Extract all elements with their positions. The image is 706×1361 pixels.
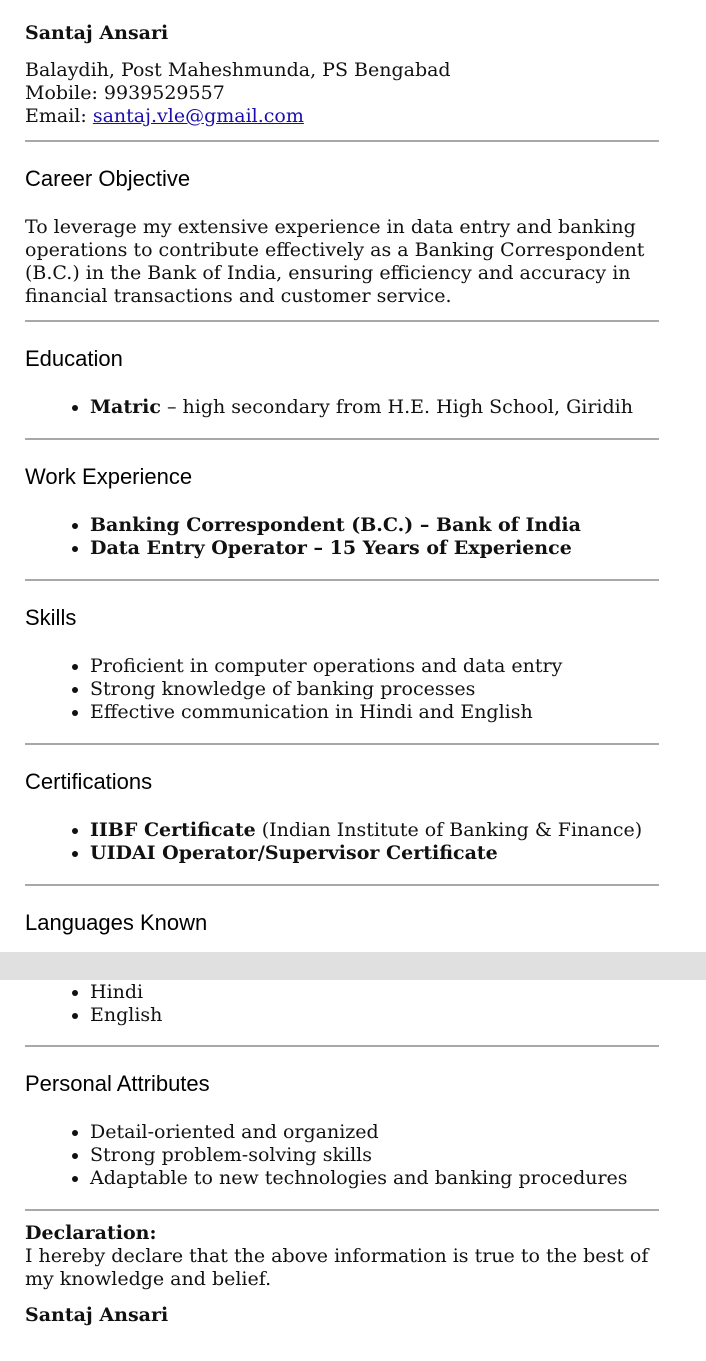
candidate-name: Santaj Ansari: [25, 22, 169, 44]
email-link[interactable]: santaj.vle@gmail.com: [92, 105, 304, 127]
divider: [25, 140, 659, 142]
list-item: [90, 819, 642, 842]
work-experience-list: [25, 514, 581, 560]
declaration-block: [25, 1222, 659, 1291]
list-item: • Hindi: [90, 981, 162, 1004]
career-objective-text: To leverage my extensive experience in data entry and banking operations to contribute effectively as a Banking Correspondent (B.C.) in the Bank of India, ensuring efficiency and accuracy in financial transactions and customer service.: [25, 216, 645, 307]
list-item: • Adaptable to new technologies and banking procedures: [90, 1167, 628, 1190]
languages-heading: Languages Known: [25, 910, 208, 935]
list-item: • Effective communication in Hindi and English: [90, 701, 562, 724]
list-item: • Banking Correspondent (B.C.) – Bank of India: [90, 514, 581, 537]
page-break-band: [0, 952, 706, 980]
mobile-label: Mobile:: [25, 82, 98, 104]
list-item: • English: [90, 1004, 162, 1027]
education-degree: Matric: [90, 396, 161, 418]
list-item: • Strong problem-solving skills: [90, 1144, 628, 1167]
mobile-number: 9939529557: [103, 82, 225, 104]
list-item: [90, 396, 633, 419]
divider: [25, 1209, 659, 1211]
declaration-label: Declaration:: [25, 1222, 157, 1244]
certifications-heading: Certifications: [25, 769, 153, 794]
list-item: • Detail-oriented and organized: [90, 1121, 628, 1144]
certificate-name: IIBF Certificate: [90, 819, 256, 841]
divider: [25, 884, 659, 886]
personal-attributes-list: [25, 1121, 628, 1190]
certificate-detail: (Indian Institute of Banking & Finance): [255, 819, 643, 841]
certifications-list: [25, 819, 642, 865]
declaration-text: I hereby declare that the above information is true to the best of my knowledge and belief.: [25, 1245, 649, 1290]
list-item: • Strong knowledge of banking processes: [90, 678, 562, 701]
contact-block: [25, 59, 451, 128]
work-experience-heading: Work Experience: [25, 464, 193, 489]
skills-heading: Skills: [25, 605, 77, 630]
signature-name: Santaj Ansari: [25, 1304, 169, 1326]
education-detail: – high secondary from H.E. High School, Giridih: [160, 396, 633, 418]
languages-list: [25, 981, 162, 1027]
certificate-name: UIDAI Operator/Supervisor Certificate: [90, 842, 498, 864]
divider: [25, 438, 659, 440]
divider: [25, 743, 659, 745]
divider: [25, 1045, 659, 1047]
education-heading: Education: [25, 346, 123, 371]
divider: [25, 320, 659, 322]
email-label: Email:: [25, 105, 87, 127]
address: Balaydih, Post Maheshmunda, PS Bengabad: [25, 59, 451, 81]
personal-attributes-heading: Personal Attributes: [25, 1071, 210, 1096]
career-objective-heading: Career Objective: [25, 166, 191, 191]
divider: [25, 579, 659, 581]
education-list: [25, 396, 633, 419]
list-item: • Data Entry Operator – 15 Years of Experience: [90, 537, 581, 560]
email-line: [25, 105, 451, 128]
list-item: [90, 842, 642, 865]
mobile-line: [25, 82, 451, 105]
list-item: • Proficient in computer operations and data entry: [90, 655, 562, 678]
skills-list: [25, 655, 562, 724]
